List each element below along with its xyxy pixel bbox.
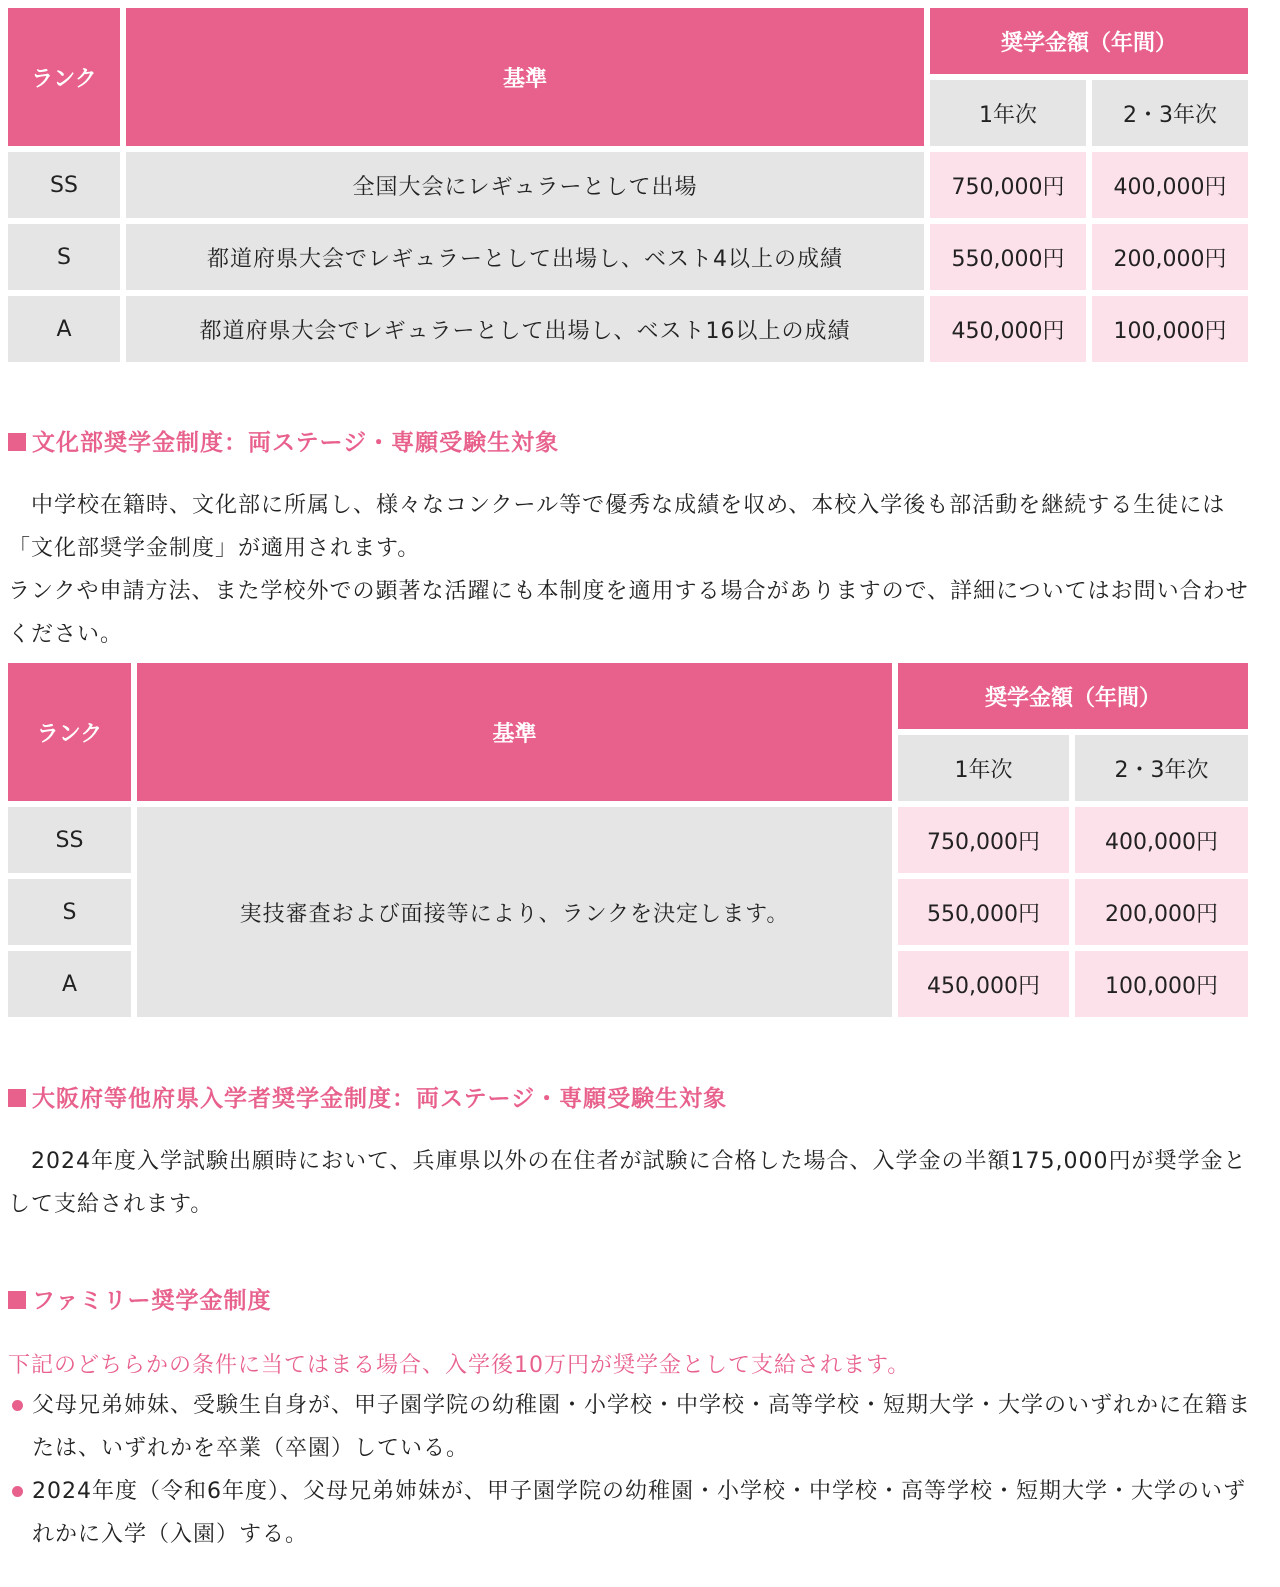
year1-amount: 750,000円 <box>898 807 1069 873</box>
table-row <box>8 152 1248 218</box>
family-lead: 下記のどちらかの条件に当てはまる場合、入学後10万円が奨学金として支給されます。 <box>8 1353 911 1378</box>
bullet-dot-icon <box>12 1400 23 1411</box>
year1-amount: 550,000円 <box>898 879 1069 945</box>
criteria-cell: 実技審査および面接等により、ランクを決定します。 <box>137 807 892 1017</box>
table-row <box>8 224 1248 290</box>
year23-amount: 400,000円 <box>1075 807 1248 873</box>
family-conditions-list <box>8 1384 1258 1556</box>
list-item <box>8 1470 1258 1556</box>
culture-heading-text: 文化部奨学金制度：両ステージ・専願受験生対象 <box>32 430 560 456</box>
year1-amount: 550,000円 <box>930 224 1086 290</box>
osaka-heading-text: 大阪府等他府県入学者奨学金制度：両ステージ・専願受験生対象 <box>32 1086 728 1112</box>
year23-amount: 100,000円 <box>1075 951 1248 1017</box>
rank-cell: A <box>8 296 120 362</box>
list-item-text: 父母兄弟姉妹、受験生自身が、甲子園学院の幼稚園・小学校・中学校・高等学校・短期大学・大学のいずれかに在籍または、いずれかを卒業（卒園）している。 <box>32 1393 1252 1461</box>
rank-cell: A <box>8 951 131 1017</box>
table-row <box>8 296 1248 362</box>
rank-cell: SS <box>8 807 131 873</box>
square-bullet-icon <box>8 433 26 451</box>
culture-para-2: ランクや申請方法、また学校外での顕著な活躍にも本制度を適用する場合がありますので、詳細についてはお問い合わせください。 <box>8 579 1249 647</box>
year23-amount: 400,000円 <box>1092 152 1248 218</box>
year1-header: 1年次 <box>930 80 1086 146</box>
year23-header: 2・3年次 <box>1092 80 1248 146</box>
criteria-header: 基準 <box>126 8 924 146</box>
culture-scholarship-table <box>2 657 1254 1023</box>
year1-amount: 450,000円 <box>898 951 1069 1017</box>
family-heading-text: ファミリー奨学金制度 <box>32 1288 272 1314</box>
year1-header: 1年次 <box>898 735 1069 801</box>
culture-para-1: 中学校在籍時、文化部に所属し、様々なコンクール等で優秀な成績を収め、本校入学後も部活動を継続する生徒には「文化部奨学金制度」が適用されます。 <box>8 493 1226 561</box>
year1-amount: 750,000円 <box>930 152 1086 218</box>
year23-amount: 200,000円 <box>1092 224 1248 290</box>
rank-header: ランク <box>8 8 120 146</box>
sports-scholarship-table <box>2 2 1254 368</box>
criteria-header: 基準 <box>137 663 892 801</box>
family-heading <box>8 1282 272 1315</box>
rank-cell: SS <box>8 152 120 218</box>
year23-amount: 100,000円 <box>1092 296 1248 362</box>
criteria-cell: 全国大会にレギュラーとして出場 <box>126 152 924 218</box>
criteria-cell: 都道府県大会でレギュラーとして出場し、ベスト16以上の成績 <box>126 296 924 362</box>
square-bullet-icon <box>8 1089 26 1107</box>
culture-heading <box>8 424 559 457</box>
rank-cell: S <box>8 879 131 945</box>
year23-amount: 200,000円 <box>1075 879 1248 945</box>
osaka-heading <box>8 1080 727 1113</box>
rank-header: ランク <box>8 663 131 801</box>
table-row <box>8 807 1248 873</box>
osaka-para: 2024年度入学試験出願時において、兵庫県以外の在住者が試験に合格した場合、入学金の半額175,000円が奨学金として支給されます。 <box>8 1149 1247 1217</box>
year1-amount: 450,000円 <box>930 296 1086 362</box>
square-bullet-icon <box>8 1291 26 1309</box>
criteria-cell: 都道府県大会でレギュラーとして出場し、ベスト4以上の成績 <box>126 224 924 290</box>
list-item <box>8 1384 1258 1470</box>
amount-header: 奨学金額（年間） <box>930 8 1248 74</box>
bullet-dot-icon <box>12 1486 23 1497</box>
list-item-text: 2024年度（令和6年度）、父母兄弟姉妹が、甲子園学院の幼稚園・小学校・中学校・高等学校・短期大学・大学のいずれかに入学（入園）する。 <box>32 1479 1246 1547</box>
year23-header: 2・3年次 <box>1075 735 1248 801</box>
rank-cell: S <box>8 224 120 290</box>
amount-header: 奨学金額（年間） <box>898 663 1248 729</box>
